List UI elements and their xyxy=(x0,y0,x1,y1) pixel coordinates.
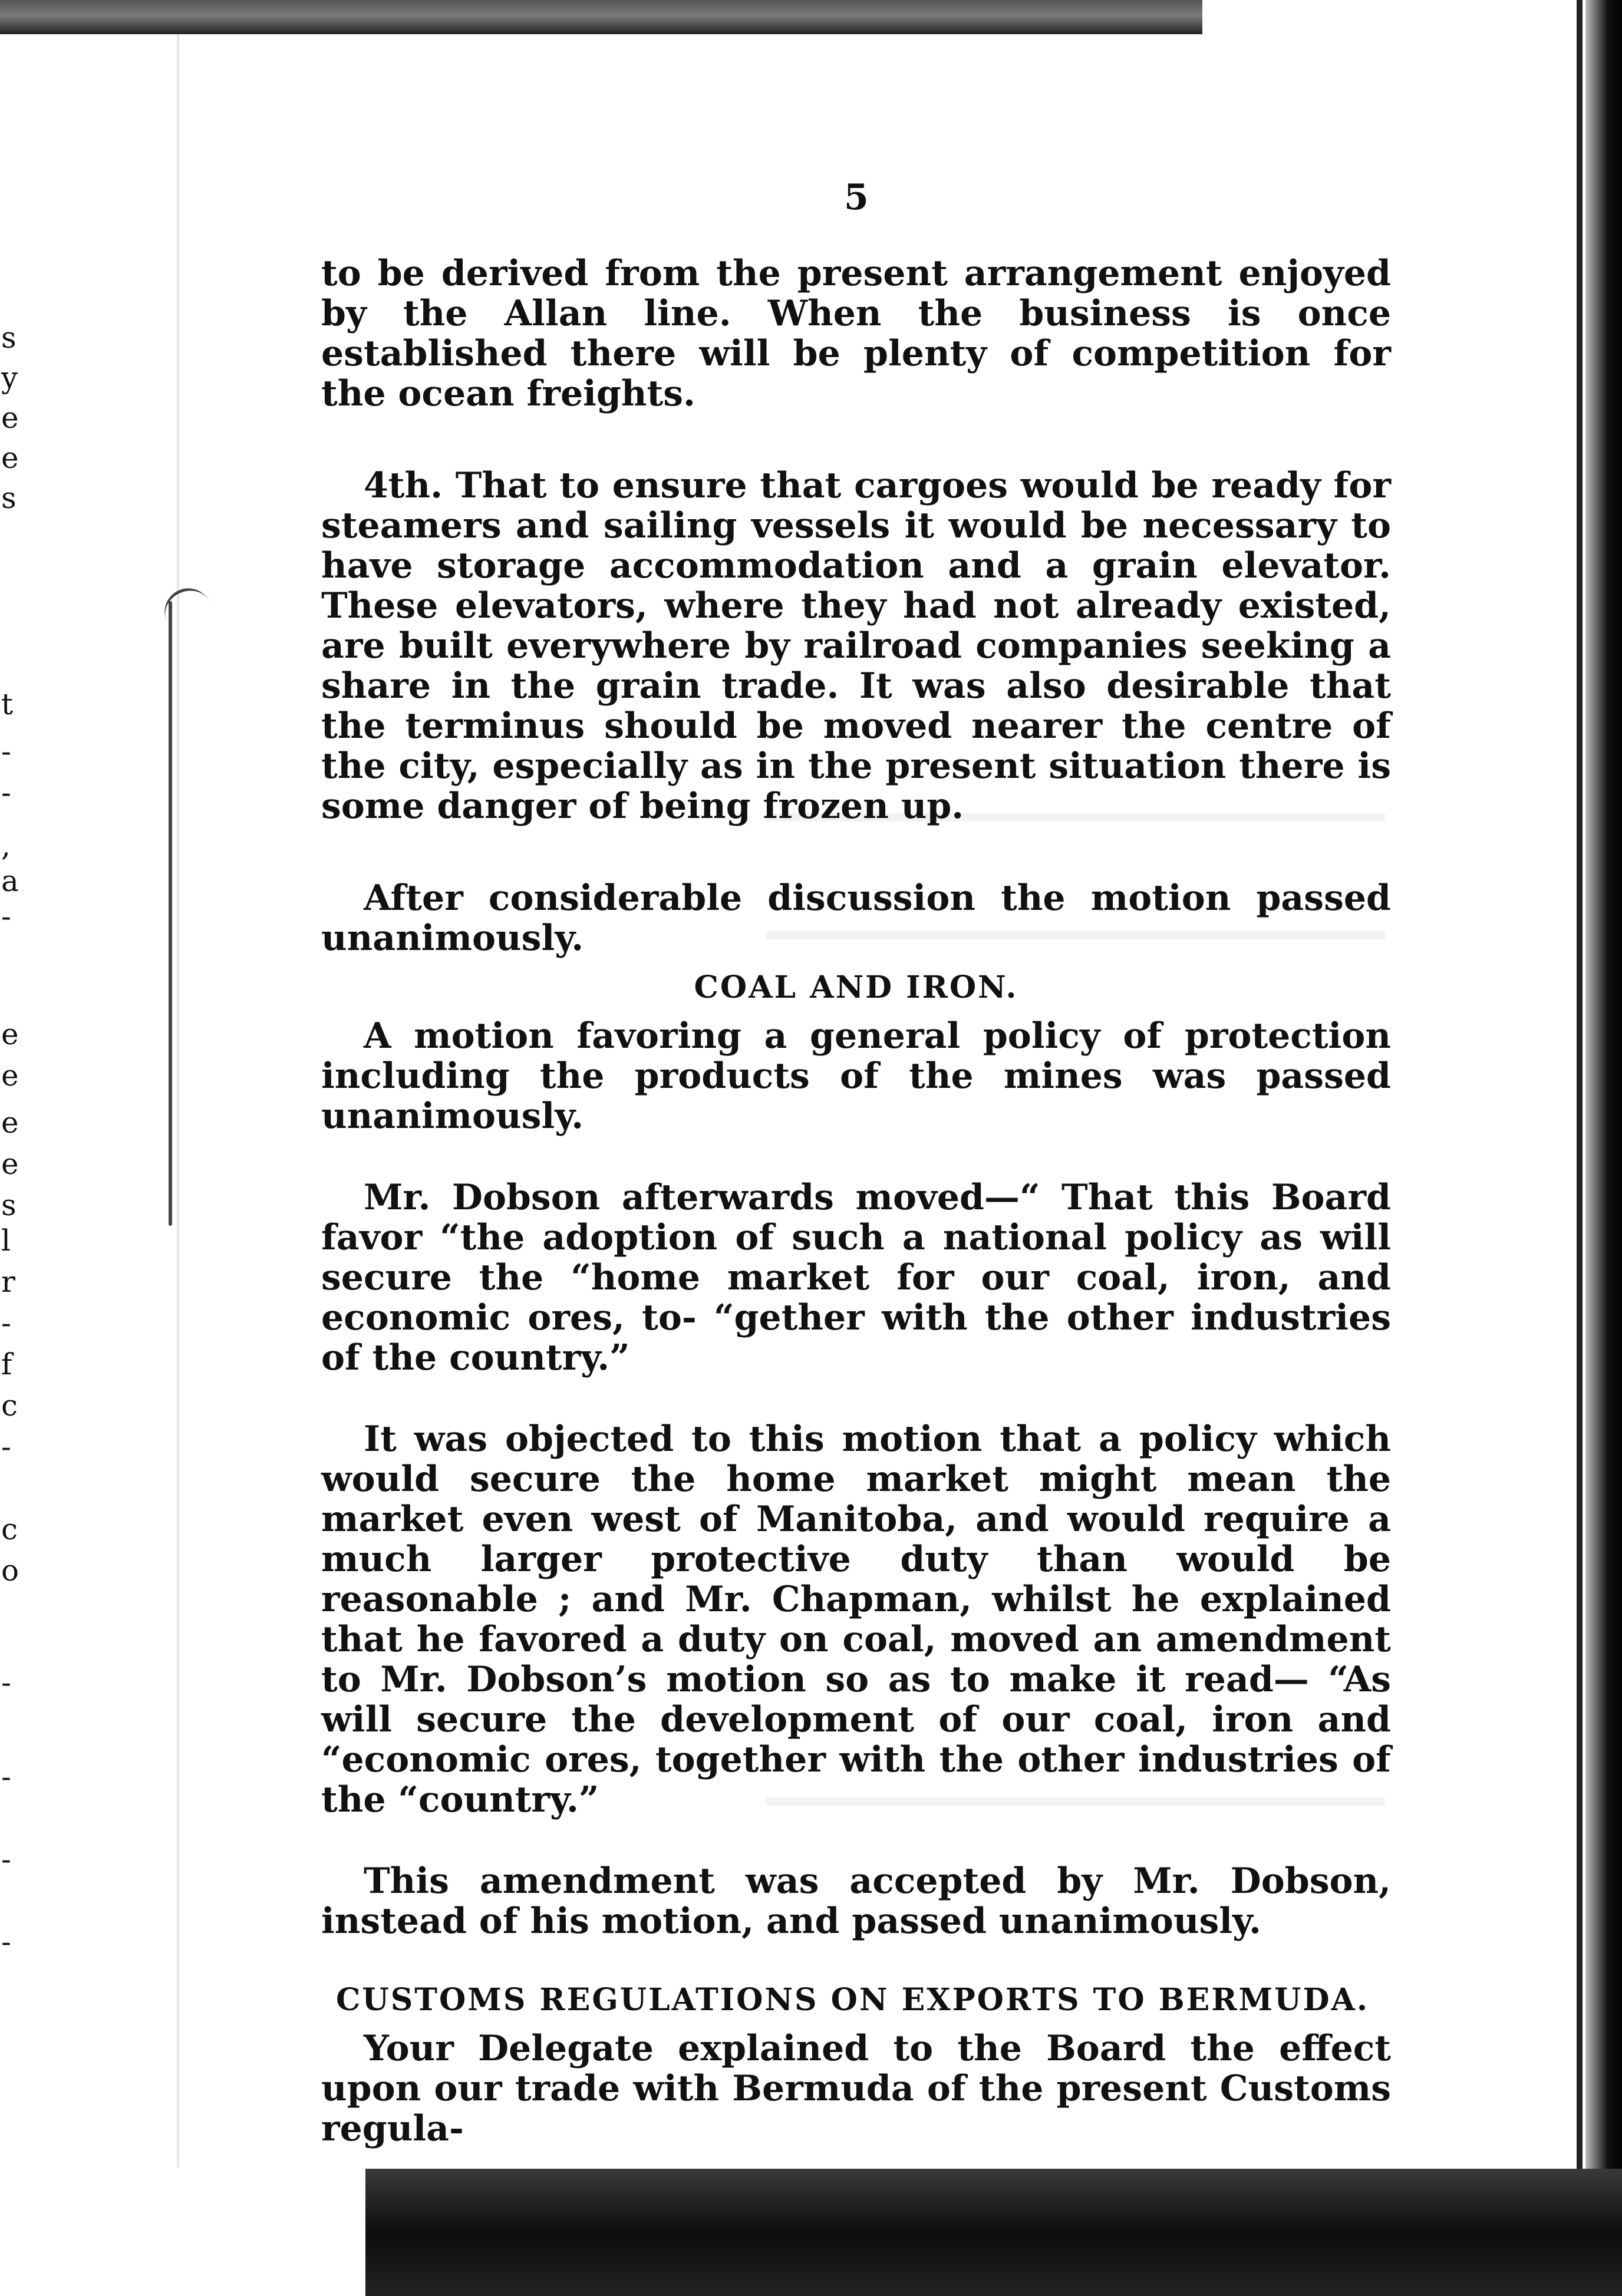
scan-top-border-light xyxy=(1202,0,1622,34)
page-right-edge-line xyxy=(1577,0,1583,2180)
paragraph-motion-passed: After considerable discussion the motion passed unanimously. xyxy=(321,878,1391,959)
margin-fragment: e xyxy=(1,441,19,475)
facing-page-edge xyxy=(177,34,179,2168)
margin-fragment: s xyxy=(1,481,17,515)
margin-fragment: e xyxy=(1,1147,19,1181)
paragraph-amendment-accepted: This amendment was accepted by Mr. Dobson, instead of his motion, and passed unanimously. xyxy=(321,1860,1391,1942)
binding-thread-loop xyxy=(157,580,211,625)
margin-fragment: e xyxy=(1,1017,19,1051)
margin-fragment: - xyxy=(1,734,11,768)
margin-fragment: c xyxy=(1,1512,18,1546)
page-number: 5 xyxy=(844,177,869,218)
paragraph-bermuda-trade: Your Delegate explained to the Board the effect upon our trade with Bermuda of the present Customs regula- xyxy=(321,2028,1391,2149)
margin-fragment: l xyxy=(1,1223,11,1258)
margin-fragment: y xyxy=(1,361,18,395)
body-text xyxy=(321,253,1391,2149)
margin-fragment: r xyxy=(1,1265,15,1299)
margin-fragment: - xyxy=(1,899,11,933)
heading-coal-and-iron: COAL AND IRON. xyxy=(694,969,1018,1005)
paragraph-allan-line: to be derived from the present arrangement enjoyed by the Allan line. When the business is once established there will be plenty of competition for the ocean freights. xyxy=(321,253,1391,414)
margin-fragment: e xyxy=(1,1058,19,1093)
margin-fragment: e xyxy=(1,401,19,435)
margin-fragment: f xyxy=(1,1347,12,1381)
paragraph-protection-policy: A motion favoring a general policy of protection including the products of the mines was passed unanimously. xyxy=(321,1015,1391,1137)
margin-fragment: - xyxy=(1,1430,11,1464)
paragraph-grain-elevator: 4th. That to ensure that cargoes would be ready for steamers and sailing vessels it would be necessary to have storage accommodation and a grain elevator. These elevators, where they had not already existed, are built everywhere by railroad companies seeking a share in the grain trade. It was also desirable that the terminus should be moved nearer the centre of the city, especially as in the present situation there is some danger of being frozen up. xyxy=(321,465,1391,827)
margin-fragment: - xyxy=(1,1760,11,1794)
binding-thread xyxy=(169,601,172,1226)
paragraph-objection-amendment: It was objected to this motion that a policy which would secure the home market might mean the market even west of Manitoba, and would require a much larger protective duty than would be reasonable ; and Mr. Chapman, whilst he explained that he favored a duty on coal, moved an amendment to Mr. Dobson’s motion so as to make it read— “As will secure the development of our coal, iron and “economic ores, together with the other industries of the “country.” xyxy=(321,1418,1391,1820)
margin-fragment: o xyxy=(1,1553,19,1588)
margin-fragment: - xyxy=(1,1306,11,1340)
margin-fragment: , xyxy=(1,829,11,863)
margin-fragment: - xyxy=(1,1925,11,1959)
margin-fragment: - xyxy=(1,1842,11,1876)
scan-bottom-border xyxy=(365,2169,1622,2296)
scan-right-border xyxy=(1585,0,1622,2296)
margin-fragment: - xyxy=(1,776,11,810)
scan-bottom-border-light xyxy=(0,2169,365,2296)
margin-fragment: c xyxy=(1,1388,18,1423)
heading-customs-regulations: CUSTOMS REGULATIONS ON EXPORTS TO BERMUDA. xyxy=(336,1982,1369,2018)
margin-fragment: - xyxy=(1,1665,11,1700)
margin-fragment: t xyxy=(1,687,14,721)
margin-fragment: s xyxy=(1,321,17,355)
margin-fragment: e xyxy=(1,1106,19,1140)
scan-top-border xyxy=(0,0,1202,34)
margin-fragment: a xyxy=(1,864,19,898)
margin-fragment: s xyxy=(1,1188,17,1222)
paragraph-dobson-motion: Mr. Dobson afterwards moved—“ That this Board favor “the adoption of such a national policy as will secure the “home market for our coal, iron, and economic ores, to- “gether with the other industries of the country.” xyxy=(321,1177,1391,1378)
